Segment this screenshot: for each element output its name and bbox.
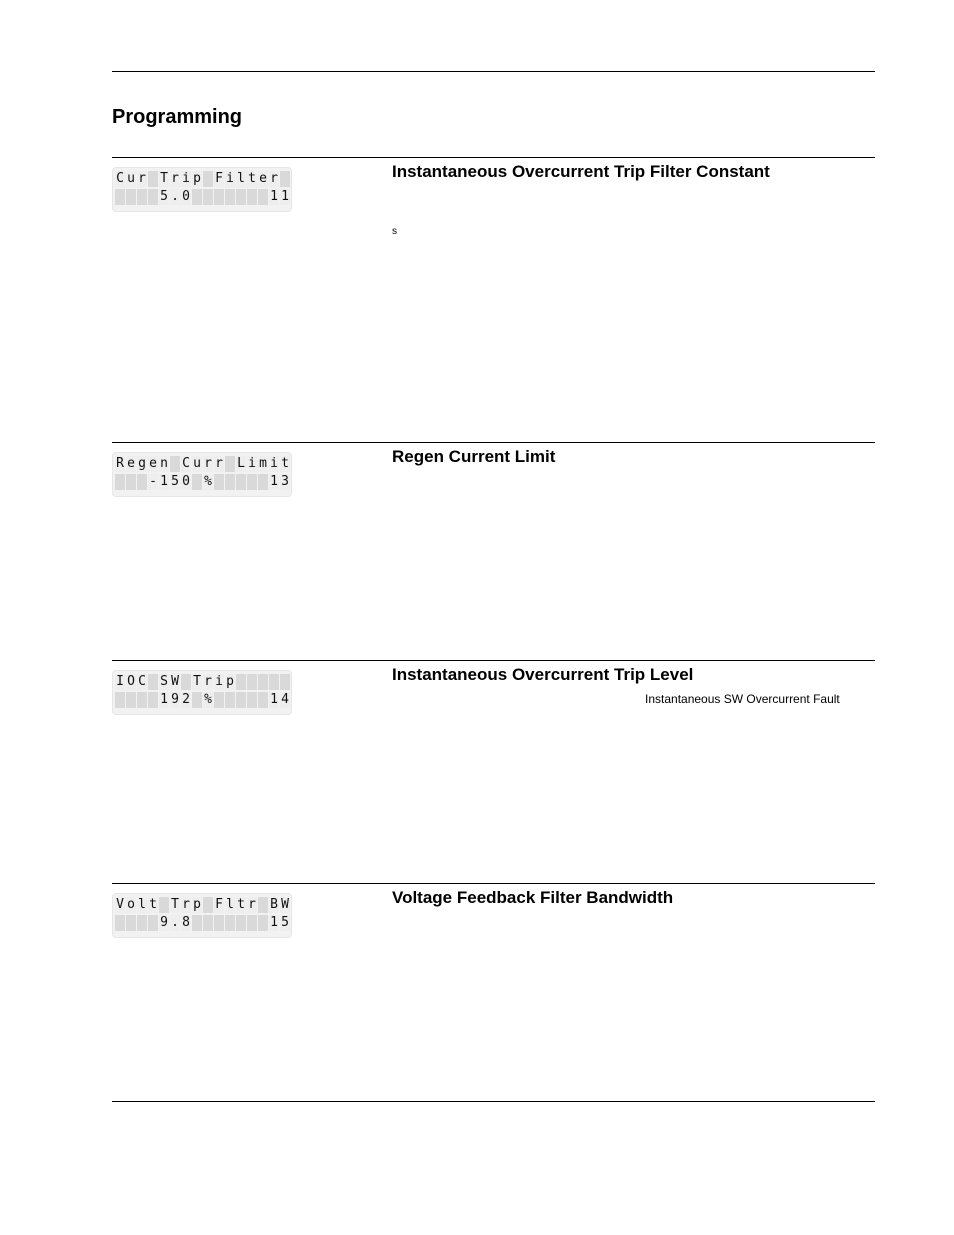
lcd-char-cell (258, 674, 268, 690)
lcd-char-cell: r (182, 897, 190, 912)
lcd-char-cell: C (138, 674, 146, 689)
lcd-char-cell (214, 915, 224, 931)
lcd-char-cell (126, 915, 136, 931)
lcd-char-cell (258, 915, 268, 931)
lcd-char-cell: 9 (171, 692, 179, 707)
lcd-char-cell (214, 189, 224, 205)
lcd-char-cell (148, 674, 158, 690)
lcd-char-cell: L (237, 456, 245, 471)
lcd-char-cell (181, 674, 191, 690)
lcd-line-1 (115, 171, 291, 188)
lcd-display (113, 894, 291, 937)
lcd-char-cell (126, 189, 136, 205)
lcd-display (113, 453, 291, 496)
lcd-char-cell: 5 (160, 189, 168, 204)
lcd-char-cell: l (237, 171, 245, 186)
lcd-char-cell (236, 692, 246, 708)
lcd-char-cell: 0 (182, 474, 190, 489)
lcd-char-cell: e (127, 456, 135, 471)
lcd-char-cell: i (248, 456, 256, 471)
lcd-char-cell: % (204, 692, 212, 707)
section-rule (112, 660, 875, 661)
lcd-line-1 (115, 456, 291, 473)
lcd-char-cell (148, 915, 158, 931)
lcd-char-cell (258, 897, 268, 913)
lcd-char-cell: 1 (270, 915, 278, 930)
page-title: Programming (112, 106, 243, 128)
header-rule (112, 71, 875, 72)
section-rule (112, 157, 875, 158)
lcd-char-cell (115, 189, 125, 205)
lcd-char-cell (159, 897, 169, 913)
lcd-char-cell: T (160, 171, 168, 186)
lcd-char-cell (203, 171, 213, 187)
lcd-char-cell: . (171, 189, 179, 204)
lcd-char-cell: i (215, 674, 223, 689)
lcd-line-2 (115, 474, 291, 491)
lcd-char-cell (192, 474, 202, 490)
lcd-char-cell: 1 (270, 189, 278, 204)
lcd-char-cell (236, 474, 246, 490)
lcd-char-cell (170, 456, 180, 472)
section-note: s (392, 226, 397, 237)
lcd-char-cell (236, 189, 246, 205)
lcd-char-cell: I (116, 674, 124, 689)
lcd-char-cell: O (127, 674, 135, 689)
lcd-char-cell: e (149, 456, 157, 471)
lcd-char-cell: r (204, 674, 212, 689)
lcd-display (113, 168, 291, 211)
lcd-char-cell: t (281, 456, 289, 471)
lcd-char-cell (225, 474, 235, 490)
lcd-char-cell: i (226, 171, 234, 186)
lcd-char-cell: n (160, 456, 168, 471)
lcd-char-cell (115, 474, 125, 490)
lcd-char-cell (214, 474, 224, 490)
lcd-char-cell: T (171, 897, 179, 912)
section-rule (112, 442, 875, 443)
section-title: Voltage Feedback Filter Bandwidth (392, 888, 674, 907)
lcd-char-cell: 4 (281, 692, 289, 707)
lcd-char-cell: r (248, 897, 256, 912)
lcd-char-cell: o (127, 897, 135, 912)
lcd-char-cell: 1 (160, 474, 168, 489)
lcd-char-cell (148, 692, 158, 708)
lcd-char-cell (258, 474, 268, 490)
lcd-char-cell: 1 (281, 189, 289, 204)
lcd-char-cell: W (171, 674, 179, 689)
lcd-char-cell (126, 474, 136, 490)
lcd-char-cell: 1 (160, 692, 168, 707)
lcd-char-cell (203, 915, 213, 931)
lcd-line-2 (115, 692, 291, 709)
lcd-char-cell (247, 692, 257, 708)
lcd-char-cell: S (160, 674, 168, 689)
lcd-char-cell: 1 (270, 692, 278, 707)
lcd-char-cell: l (226, 897, 234, 912)
lcd-display (113, 671, 291, 714)
lcd-char-cell: 8 (182, 915, 190, 930)
lcd-char-cell: F (215, 897, 223, 912)
lcd-char-cell (148, 171, 158, 187)
lcd-char-cell: V (116, 897, 124, 912)
section-title: Instantaneous Overcurrent Trip Level (392, 665, 694, 684)
lcd-char-cell: p (226, 674, 234, 689)
lcd-char-cell: 5 (281, 915, 289, 930)
lcd-char-cell: 3 (281, 474, 289, 489)
lcd-char-cell (280, 674, 290, 690)
lcd-char-cell (148, 189, 158, 205)
lcd-char-cell: l (138, 897, 146, 912)
lcd-char-cell: t (237, 897, 245, 912)
lcd-char-cell: R (116, 456, 124, 471)
lcd-char-cell: . (171, 915, 179, 930)
lcd-char-cell: t (248, 171, 256, 186)
lcd-char-cell (192, 692, 202, 708)
lcd-char-cell (280, 171, 290, 187)
lcd-char-cell (137, 692, 147, 708)
lcd-line-2 (115, 189, 291, 206)
lcd-char-cell (247, 474, 257, 490)
lcd-char-cell (203, 897, 213, 913)
lcd-char-cell: F (215, 171, 223, 186)
section-note: Instantaneous SW Overcurrent Fault (645, 692, 840, 706)
lcd-char-cell: r (138, 171, 146, 186)
lcd-char-cell (225, 915, 235, 931)
lcd-char-cell (258, 189, 268, 205)
lcd-char-cell: e (259, 171, 267, 186)
lcd-char-cell (247, 915, 257, 931)
section-rule (112, 883, 875, 884)
lcd-char-cell (225, 189, 235, 205)
footer-rule (112, 1101, 875, 1102)
lcd-char-cell: r (171, 171, 179, 186)
lcd-char-cell (225, 692, 235, 708)
lcd-char-cell: p (193, 897, 201, 912)
lcd-char-cell: 9 (160, 915, 168, 930)
lcd-char-cell: i (270, 456, 278, 471)
lcd-char-cell (203, 189, 213, 205)
lcd-char-cell (214, 692, 224, 708)
lcd-char-cell (269, 674, 279, 690)
lcd-char-cell: 5 (171, 474, 179, 489)
lcd-char-cell: 2 (182, 692, 190, 707)
lcd-char-cell: 0 (182, 189, 190, 204)
lcd-line-2 (115, 915, 291, 932)
lcd-char-cell: W (281, 897, 289, 912)
lcd-char-cell: u (193, 456, 201, 471)
lcd-char-cell (236, 915, 246, 931)
lcd-char-cell (258, 692, 268, 708)
lcd-char-cell: % (204, 474, 212, 489)
lcd-char-cell: t (149, 897, 157, 912)
lcd-char-cell (115, 915, 125, 931)
lcd-char-cell (192, 915, 202, 931)
lcd-char-cell: - (149, 474, 157, 489)
lcd-char-cell: r (215, 456, 223, 471)
lcd-char-cell: p (193, 171, 201, 186)
lcd-char-cell: B (270, 897, 278, 912)
section-title: Instantaneous Overcurrent Trip Filter Constant (392, 162, 770, 181)
lcd-char-cell (126, 692, 136, 708)
lcd-char-cell (137, 915, 147, 931)
lcd-char-cell: g (138, 456, 146, 471)
lcd-char-cell (247, 189, 257, 205)
lcd-char-cell: m (259, 456, 267, 471)
lcd-char-cell: i (182, 171, 190, 186)
lcd-char-cell: 1 (270, 474, 278, 489)
lcd-char-cell (137, 474, 147, 490)
lcd-char-cell (192, 189, 202, 205)
lcd-line-1 (115, 674, 291, 691)
lcd-char-cell (247, 674, 257, 690)
lcd-char-cell (236, 674, 246, 690)
lcd-char-cell: C (182, 456, 190, 471)
lcd-char-cell: u (127, 171, 135, 186)
lcd-char-cell: r (270, 171, 278, 186)
lcd-line-1 (115, 897, 291, 914)
lcd-char-cell: C (116, 171, 124, 186)
lcd-char-cell (137, 189, 147, 205)
section-title: Regen Current Limit (392, 447, 556, 466)
lcd-char-cell (225, 456, 235, 472)
lcd-char-cell: T (193, 674, 201, 689)
lcd-char-cell: r (204, 456, 212, 471)
lcd-char-cell (115, 692, 125, 708)
